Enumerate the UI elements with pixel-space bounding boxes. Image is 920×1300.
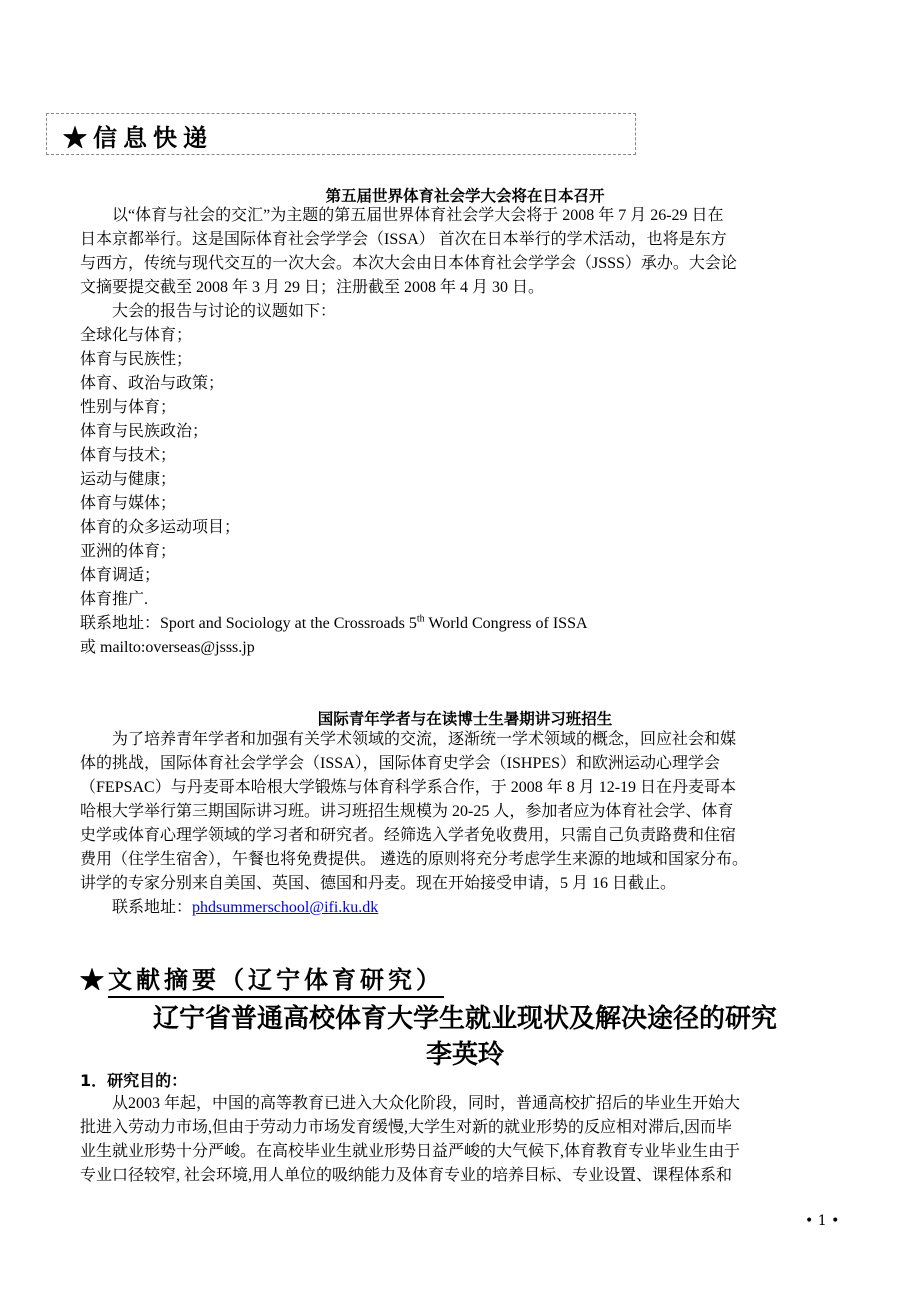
article-body-summer-school bbox=[80, 728, 850, 920]
paragraph-line: 讲学的专家分别来自美国、英国、德国和丹麦。现在开始接受申请，5 月 16 日截止。 bbox=[80, 875, 677, 892]
topic-item: 体育与技术； bbox=[80, 447, 177, 464]
section-header-text: 文献摘要（辽宁体育研究） bbox=[108, 965, 444, 998]
topic-item: 体育与民族政治； bbox=[80, 423, 209, 440]
article-title-research: 辽宁省普通高校体育大学生就业现状及解决途径的研究 bbox=[152, 1004, 777, 1034]
section-header-news: ★信息快递 bbox=[63, 123, 213, 152]
email-link[interactable]: phdsummerschool@ifi.ku.dk bbox=[192, 899, 379, 916]
page-number: • 1 • bbox=[805, 1213, 840, 1229]
paragraph-line: 业生就业形势十分严峻。在高校毕业生就业形势日益严峻的大气候下,体育教育专业毕业生由于 bbox=[80, 1143, 741, 1160]
topic-item: 亚洲的体育； bbox=[80, 543, 177, 560]
paragraph-line: 哈根大学举行第三期国际讲习班。讲习班招生规模为 20-25 人，参加者应为体育社会学、体育 bbox=[80, 803, 734, 820]
topic-item: 体育的众多运动项目； bbox=[80, 519, 241, 536]
topic-item: 体育、政治与政策； bbox=[80, 375, 225, 392]
article-body-congress bbox=[80, 204, 850, 660]
topic-item: 体育与媒体； bbox=[80, 495, 177, 512]
paragraph-line: 费用（住学生宿舍），午餐也将免费提供。 遴选的原则将充分考虑学生来源的地域和国家分布。 bbox=[80, 851, 749, 868]
section-header-box bbox=[46, 113, 636, 155]
contact-email: 或 mailto:overseas@jsss.jp bbox=[80, 639, 255, 656]
topics-intro: 大会的报告与讨论的议题如下： bbox=[112, 303, 337, 320]
paragraph-line: 与西方，传统与现代交互的一次大会。本次大会由日本体育社会学学会（JSSS）承办。大会论 bbox=[80, 255, 737, 272]
topic-item: 性别与体育； bbox=[80, 399, 177, 416]
topic-item: 体育调适； bbox=[80, 567, 161, 584]
paragraph-line: 文摘要提交截至 2008 年 3 月 29 日；注册截至 2008 年 4 月 30 日。 bbox=[80, 279, 545, 296]
ordinal-suffix: th bbox=[416, 613, 425, 625]
article-title-congress: 第五届世界体育社会学大会将在日本召开 bbox=[325, 187, 605, 205]
topic-item: 体育推广. bbox=[80, 591, 149, 608]
paragraph-line: 体的挑战，国际体育社会学学会（ISSA），国际体育史学会（ISHPES）和欧洲运动心理学会 bbox=[80, 755, 721, 772]
paragraph-line: （FEPSAC）与丹麦哥本哈根大学锻炼与体育科学系合作，于 2008 年 8 月 12-19 日在丹麦哥本 bbox=[80, 779, 737, 796]
contact-address bbox=[80, 612, 850, 636]
contact-line bbox=[80, 896, 850, 920]
section-heading-purpose: 1．研究目的： bbox=[80, 1071, 188, 1090]
topic-item: 全球化与体育； bbox=[80, 327, 193, 344]
contact-text: World Congress of ISSA bbox=[424, 615, 588, 632]
paragraph-line: 从2003 年起，中国的高等教育已进入大众化阶段，同时，普通高校扩招后的毕业生开始大 bbox=[112, 1095, 741, 1112]
topic-item: 运动与健康； bbox=[80, 471, 177, 488]
paragraph-line: 为了培养青年学者和加强有关学术领域的交流，逐渐统一学术领域的概念，回应社会和媒 bbox=[112, 731, 737, 748]
section-header-abstracts bbox=[80, 960, 444, 995]
paragraph-line: 日本京都举行。这是国际体育社会学学会（ISSA） 首次在日本举行的学术活动，也将是东方 bbox=[80, 231, 727, 248]
paragraph-line: 以“体育与社会的交汇”为主题的第五届世界体育社会学大会将于 2008 年 7 月 26-29 日在 bbox=[112, 207, 724, 224]
paragraph-line: 史学或体育心理学领域的学习者和研究者。经筛选入学者免收费用，只需自己负责路费和住宿 bbox=[80, 827, 737, 844]
paragraph-line: 专业口径较窄, 社会环境,用人单位的吸纳能力及体育专业的培养目标、专业设置、课程体系和 bbox=[80, 1167, 733, 1184]
paragraph-line: 批进入劳动力市场,但由于劳动力市场发育缓慢,大学生对新的就业形势的反应相对滞后,因而毕 bbox=[80, 1119, 733, 1136]
topic-item: 体育与民族性； bbox=[80, 351, 193, 368]
article-body-research bbox=[80, 1092, 850, 1188]
contact-label: 联系地址： bbox=[112, 899, 193, 916]
article-title-summer-school: 国际青年学者与在读博士生暑期讲习班招生 bbox=[317, 710, 613, 728]
star-icon: ★ bbox=[80, 965, 108, 994]
contact-text: 联系地址：Sport and Sociology at the Crossroads 5 bbox=[80, 615, 417, 632]
article-author: 李英玲 bbox=[425, 1040, 504, 1070]
